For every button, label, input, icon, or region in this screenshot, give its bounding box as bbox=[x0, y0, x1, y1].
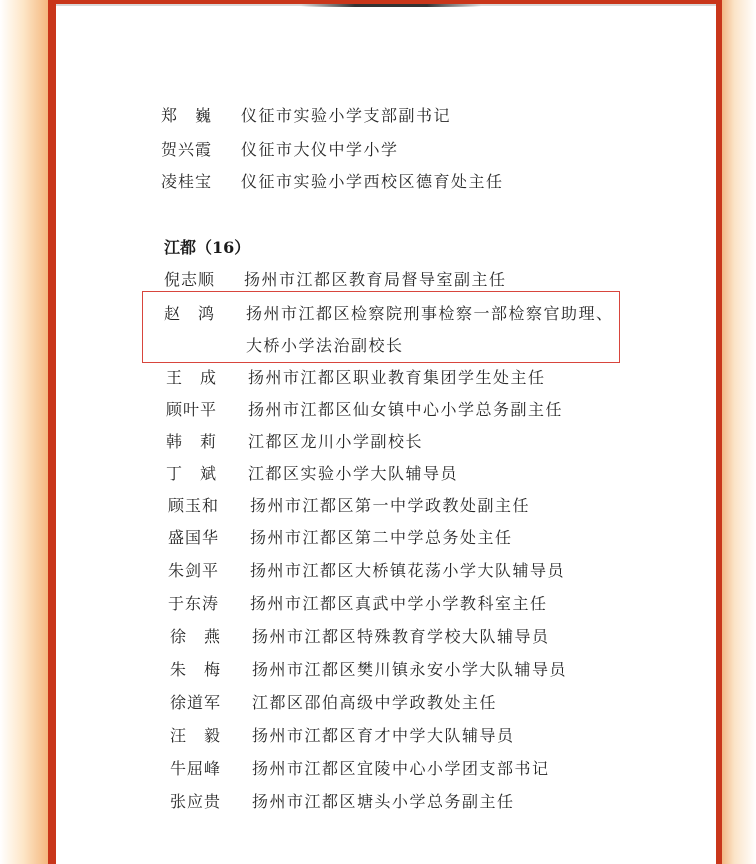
entry-name: 徐道军 bbox=[170, 693, 222, 712]
entry-name: 汪 毅 bbox=[170, 726, 222, 745]
entry-name: 盛国华 bbox=[168, 528, 220, 547]
background-glow-left bbox=[0, 0, 52, 864]
entry-name: 倪志顺 bbox=[164, 270, 216, 289]
entry-description: 仪征市大仪中学小学 bbox=[241, 140, 399, 159]
entry-description: 扬州市江都区大桥镇花荡小学大队辅导员 bbox=[250, 561, 566, 580]
entry-name: 丁 斌 bbox=[166, 464, 218, 483]
entry-description: 扬州市江都区仙女镇中心小学总务副主任 bbox=[248, 400, 564, 419]
entry-name: 韩 莉 bbox=[166, 432, 218, 451]
entry-description: 仪征市实验小学西校区德育处主任 bbox=[241, 172, 504, 191]
background-glow-right bbox=[720, 0, 756, 864]
entry-name: 顾玉和 bbox=[168, 496, 220, 515]
entry-name: 顾叶平 bbox=[166, 400, 218, 419]
entry-description: 扬州市江都区育才中学大队辅导员 bbox=[252, 726, 515, 745]
entry-description-line1: 扬州市江都区检察院刑事检察一部检察官助理、 bbox=[246, 304, 614, 323]
document-page bbox=[56, 4, 716, 864]
entry-description: 扬州市江都区宜陵中心小学团支部书记 bbox=[252, 759, 550, 778]
entry-name: 张应贵 bbox=[170, 792, 222, 811]
entry-name: 朱剑平 bbox=[168, 561, 220, 580]
entry-description: 扬州市江都区樊川镇永安小学大队辅导员 bbox=[252, 660, 568, 679]
entry-name: 徐 燕 bbox=[170, 627, 222, 646]
entry-description: 扬州市江都区真武中学小学教科室主任 bbox=[250, 594, 548, 613]
entry-description: 扬州市江都区第一中学政教处副主任 bbox=[250, 496, 531, 515]
entry-name: 郑 巍 bbox=[161, 106, 213, 125]
entry-name: 王 成 bbox=[166, 368, 218, 387]
page-fold-shadow bbox=[301, 4, 481, 7]
section-heading: 江都（16） bbox=[164, 238, 251, 257]
entry-name: 凌桂宝 bbox=[161, 172, 213, 191]
entry-description-line2: 大桥小学法治副校长 bbox=[246, 336, 404, 355]
entry-description: 扬州市江都区特殊教育学校大队辅导员 bbox=[252, 627, 550, 646]
entry-name: 于东涛 bbox=[168, 594, 220, 613]
entry-name: 牛屈峰 bbox=[170, 759, 222, 778]
entry-description: 仪征市实验小学支部副书记 bbox=[241, 106, 452, 125]
entry-name: 朱 梅 bbox=[170, 660, 222, 679]
entry-description: 扬州市江都区教育局督导室副主任 bbox=[244, 270, 507, 289]
entry-name: 贺兴霞 bbox=[161, 140, 213, 159]
entry-description: 江都区实验小学大队辅导员 bbox=[248, 464, 459, 483]
entry-description: 江都区邵伯高级中学政教处主任 bbox=[252, 693, 498, 712]
entry-description: 扬州市江都区塘头小学总务副主任 bbox=[252, 792, 515, 811]
entry-description: 江都区龙川小学副校长 bbox=[248, 432, 424, 451]
entry-name: 赵 鸿 bbox=[164, 304, 216, 323]
entry-description: 扬州市江都区第二中学总务处主任 bbox=[250, 528, 513, 547]
entry-description: 扬州市江都区职业教育集团学生处主任 bbox=[248, 368, 546, 387]
